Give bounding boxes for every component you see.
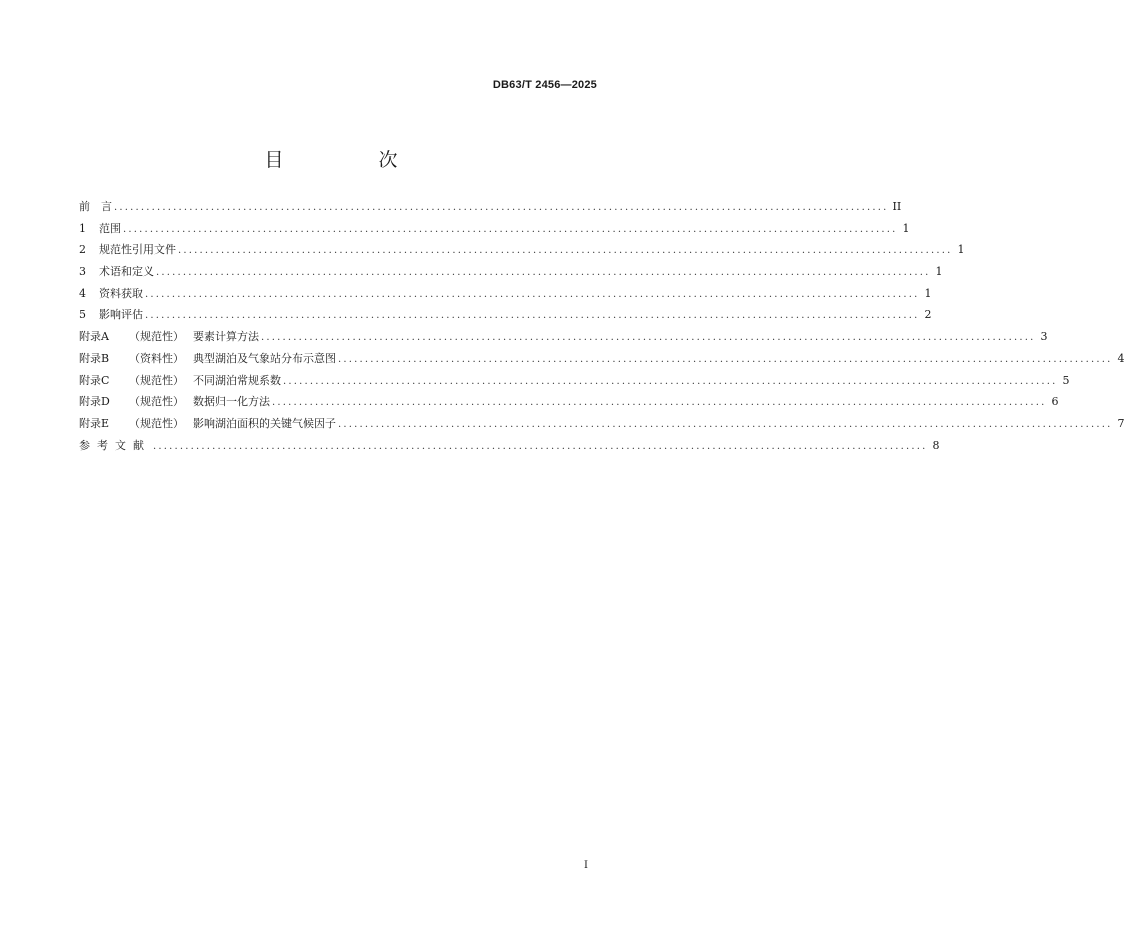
appendix-title: 数据归一化方法: [193, 395, 270, 409]
toc-leader: ................................................................................................................................................: [272, 397, 1047, 409]
toc-entry-label: 术语和定义: [99, 265, 154, 279]
toc-entry-label: 范围: [99, 221, 121, 235]
toc-section-number: 2: [79, 243, 86, 257]
toc-leader: ................................................................................................................................................: [123, 223, 898, 235]
toc-page-number: II: [892, 200, 902, 213]
appendix-id: 附录D: [79, 395, 110, 409]
toc-page-number: 6: [1051, 395, 1059, 409]
toc-section-number: 1: [79, 221, 86, 235]
toc-page-number: 7: [1117, 416, 1125, 430]
appendix-id: 附录A: [79, 330, 109, 344]
toc-leader: ................................................................................................................................................: [338, 353, 1113, 365]
appendix-type: （规范性）: [129, 330, 184, 344]
appendix-title: 要素计算方法: [193, 330, 259, 344]
toc-title: 目 次: [264, 149, 436, 171]
toc-leader: ................................................................................................................................................: [145, 310, 920, 322]
toc-entry-appendix-e[interactable]: [79, 416, 1125, 438]
appendix-type: （资料性）: [129, 351, 184, 365]
toc-page-number: 8: [932, 438, 940, 452]
toc-page-number: 2: [924, 308, 932, 322]
toc-page-number: 1: [924, 286, 932, 300]
toc-entry-label: 规范性引用文件: [99, 243, 176, 257]
toc-page-number: 1: [935, 265, 943, 279]
toc-entry-normative-references[interactable]: [79, 242, 965, 264]
appendix-title: 不同湖泊常规系数: [193, 373, 281, 387]
toc-leader: ................................................................................................................................................: [156, 267, 931, 279]
toc-entry-foreword[interactable]: [79, 199, 902, 221]
toc-section-number: 3: [79, 265, 86, 279]
toc-page-number: 1: [957, 243, 965, 257]
appendix-title: 影响湖泊面积的关键气候因子: [193, 416, 336, 430]
toc-section-number: 4: [79, 286, 86, 300]
appendix-id: 附录C: [79, 373, 110, 387]
toc-leader: ................................................................................................................................................: [261, 332, 1036, 344]
toc-entry-data-acquisition[interactable]: [79, 286, 932, 308]
appendix-id: 附录B: [79, 351, 110, 365]
toc-leader: ................................................................................................................................................: [153, 440, 928, 452]
toc-entry-references[interactable]: [79, 438, 940, 460]
toc-entry-appendix-a[interactable]: [79, 329, 1048, 351]
appendix-id: 附录E: [79, 416, 110, 430]
toc-leader: ................................................................................................................................................: [283, 375, 1058, 387]
document-code: DB63/T 2456—2025: [492, 79, 597, 91]
toc-page-number: 5: [1062, 373, 1070, 387]
appendix-type: （规范性）: [129, 395, 184, 409]
table-of-contents: [79, 199, 1125, 459]
appendix-type: （规范性）: [129, 416, 184, 430]
toc-leader: ................................................................................................................................................: [114, 202, 889, 213]
appendix-title: 典型湖泊及气象站分布示意图: [193, 351, 336, 365]
toc-entry-label: 前 言: [79, 200, 112, 213]
toc-entry-appendix-b[interactable]: [79, 351, 1125, 373]
toc-entry-appendix-c[interactable]: [79, 373, 1070, 395]
toc-entry-scope[interactable]: [79, 221, 910, 243]
toc-page-number: 1: [902, 221, 910, 235]
toc-leader: ................................................................................................................................................: [178, 245, 953, 257]
toc-page-number: 3: [1040, 330, 1048, 344]
toc-entry-impact-assessment[interactable]: [79, 307, 932, 329]
toc-page-number: 4: [1117, 351, 1125, 365]
toc-leader: ................................................................................................................................................: [145, 288, 920, 300]
toc-entry-label: 参考文献: [79, 438, 151, 452]
toc-section-number: 5: [79, 308, 86, 322]
appendix-type: （规范性）: [129, 373, 184, 387]
toc-leader: ................................................................................................................................................: [338, 418, 1113, 430]
toc-entry-label: 资料获取: [99, 286, 143, 300]
toc-entry-appendix-d[interactable]: [79, 394, 1059, 416]
toc-entry-terms-definitions[interactable]: [79, 264, 943, 286]
page-number: I: [584, 860, 588, 871]
toc-entry-label: 影响评估: [99, 308, 143, 322]
